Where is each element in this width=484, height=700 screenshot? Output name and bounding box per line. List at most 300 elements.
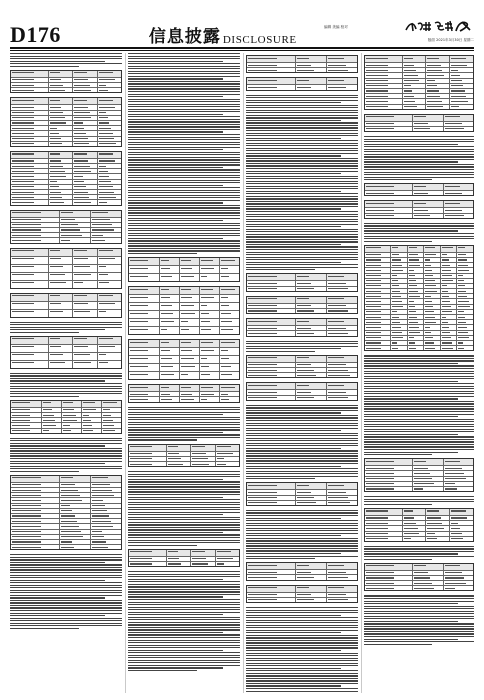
masthead-editors: 编辑 美编 校对 bbox=[324, 25, 348, 29]
text-line bbox=[364, 388, 474, 389]
text-line bbox=[128, 542, 240, 543]
table-cell bbox=[159, 372, 179, 379]
cell-text bbox=[50, 192, 60, 193]
cell-text bbox=[297, 385, 309, 386]
table-cell bbox=[129, 303, 159, 310]
table-cell bbox=[48, 200, 72, 204]
text-line bbox=[128, 210, 240, 211]
text-line bbox=[246, 150, 358, 151]
table-cell bbox=[247, 575, 295, 579]
text-line bbox=[246, 473, 358, 474]
text-line bbox=[128, 476, 240, 477]
table-row bbox=[129, 273, 239, 281]
table-cell bbox=[390, 305, 407, 309]
cell-text bbox=[425, 332, 431, 333]
table-cell bbox=[440, 274, 457, 278]
table-row bbox=[11, 497, 121, 502]
cell-text bbox=[425, 342, 433, 343]
cell-text bbox=[74, 186, 85, 187]
cell-text bbox=[50, 258, 61, 259]
cell-text bbox=[74, 72, 86, 73]
text-line bbox=[246, 647, 358, 648]
table-row bbox=[365, 72, 473, 77]
table-row bbox=[247, 356, 357, 362]
text-paragraph bbox=[10, 438, 122, 472]
table-cell bbox=[407, 274, 424, 278]
cell-text bbox=[366, 311, 381, 312]
cell-text bbox=[103, 420, 112, 421]
text-line bbox=[246, 458, 358, 459]
cell-text bbox=[43, 402, 51, 403]
cell-text bbox=[427, 85, 437, 86]
cell-text bbox=[201, 366, 208, 367]
table-cell bbox=[11, 200, 48, 204]
cell-text bbox=[50, 354, 63, 355]
text-line bbox=[246, 440, 358, 441]
cell-text bbox=[74, 202, 90, 203]
table-cell bbox=[11, 408, 41, 412]
cell-text bbox=[99, 153, 114, 154]
table-cell bbox=[326, 68, 357, 72]
table-row bbox=[365, 115, 473, 121]
cell-text bbox=[12, 409, 30, 410]
text-line bbox=[246, 143, 358, 144]
text-line bbox=[246, 140, 358, 141]
table-cell bbox=[199, 266, 219, 273]
cell-text bbox=[74, 138, 87, 139]
table-cell bbox=[190, 452, 214, 456]
cell-text bbox=[74, 128, 84, 129]
data-table bbox=[364, 563, 474, 592]
text-line bbox=[246, 102, 341, 103]
table-row bbox=[365, 252, 473, 257]
table-cell bbox=[72, 353, 96, 360]
cell-text bbox=[168, 563, 181, 564]
table-cell bbox=[159, 274, 179, 281]
table-cell bbox=[215, 452, 239, 456]
cell-text bbox=[392, 254, 399, 255]
table-cell bbox=[390, 331, 407, 335]
cell-text bbox=[366, 322, 381, 323]
text-line bbox=[246, 241, 358, 242]
table-cell bbox=[11, 294, 48, 301]
data-table bbox=[246, 382, 358, 400]
table-cell bbox=[166, 452, 190, 456]
text-line bbox=[128, 182, 240, 183]
table-cell bbox=[59, 519, 90, 523]
table-cell bbox=[48, 249, 72, 256]
table-cell bbox=[365, 105, 402, 109]
cell-text bbox=[392, 322, 400, 323]
cell-text bbox=[451, 538, 463, 539]
cell-text bbox=[201, 342, 213, 343]
text-line bbox=[246, 249, 358, 250]
table-cell bbox=[90, 476, 121, 482]
table-cell bbox=[247, 287, 295, 291]
table-cell bbox=[11, 530, 59, 534]
cell-text bbox=[425, 285, 435, 286]
data-table bbox=[128, 286, 240, 335]
table-row bbox=[11, 115, 121, 120]
table-cell bbox=[449, 526, 473, 530]
cell-text bbox=[427, 70, 442, 71]
table-cell bbox=[407, 325, 424, 329]
table-cell bbox=[295, 496, 326, 500]
text-line bbox=[10, 375, 122, 376]
table-cell bbox=[159, 258, 179, 265]
cell-text bbox=[445, 565, 460, 566]
text-line bbox=[246, 244, 341, 245]
text-line bbox=[128, 114, 223, 115]
cell-text bbox=[297, 70, 314, 71]
text-line bbox=[364, 172, 474, 173]
cell-text bbox=[248, 572, 277, 573]
cell-text bbox=[458, 301, 468, 302]
cell-text bbox=[201, 321, 210, 322]
text-line bbox=[246, 112, 358, 113]
table-cell bbox=[11, 78, 48, 82]
cell-text bbox=[451, 528, 460, 529]
cell-text bbox=[130, 374, 148, 375]
text-line bbox=[364, 238, 474, 239]
cell-text bbox=[328, 599, 348, 600]
table-cell bbox=[247, 570, 295, 574]
table-cell bbox=[440, 246, 457, 252]
cell-text bbox=[50, 85, 63, 86]
table-cell bbox=[219, 311, 239, 318]
text-line bbox=[128, 652, 240, 653]
cell-text bbox=[92, 536, 104, 537]
cell-text bbox=[192, 464, 209, 465]
table-cell bbox=[199, 397, 219, 401]
cell-text bbox=[74, 266, 89, 267]
text-line bbox=[364, 408, 474, 409]
cell-text bbox=[297, 397, 314, 398]
table-cell bbox=[215, 462, 239, 466]
text-line bbox=[128, 479, 223, 480]
cell-text bbox=[168, 464, 182, 465]
cell-text bbox=[328, 80, 344, 81]
cell-text bbox=[451, 96, 466, 97]
cell-text bbox=[74, 171, 91, 172]
text-line bbox=[10, 466, 122, 467]
table-cell bbox=[443, 459, 473, 465]
text-paragraph bbox=[246, 341, 358, 352]
cell-text bbox=[74, 192, 87, 193]
table-cell bbox=[179, 287, 199, 294]
cell-text bbox=[297, 577, 314, 578]
cell-text bbox=[442, 322, 448, 323]
table-cell bbox=[219, 295, 239, 302]
text-line bbox=[10, 625, 122, 626]
table-cell bbox=[59, 493, 90, 497]
cell-text bbox=[221, 321, 232, 322]
text-line bbox=[10, 438, 122, 439]
text-paragraph bbox=[246, 510, 358, 559]
column-divider bbox=[361, 53, 362, 693]
cell-text bbox=[92, 531, 102, 532]
table-cell bbox=[72, 111, 96, 115]
table-cell bbox=[326, 85, 357, 89]
cell-text bbox=[99, 295, 114, 296]
text-line bbox=[246, 188, 358, 189]
table-cell bbox=[440, 284, 457, 288]
cell-text bbox=[83, 420, 90, 421]
text-line bbox=[10, 393, 122, 394]
table-cell bbox=[11, 265, 48, 272]
table-cell bbox=[326, 287, 357, 291]
cell-text bbox=[50, 266, 63, 267]
cell-text bbox=[61, 515, 75, 516]
table-cell bbox=[390, 294, 407, 298]
text-line bbox=[10, 557, 122, 558]
table-cell bbox=[48, 152, 72, 158]
text-line bbox=[364, 151, 474, 152]
masthead-meta: 版面 2021年3月30日 星期二 bbox=[427, 38, 474, 42]
text-line bbox=[364, 355, 474, 356]
text-line bbox=[364, 386, 474, 387]
cell-text bbox=[425, 348, 435, 349]
table-cell bbox=[295, 281, 326, 285]
text-line bbox=[246, 523, 358, 524]
cell-text bbox=[248, 58, 277, 59]
text-line bbox=[364, 618, 474, 619]
cell-text bbox=[74, 197, 89, 198]
table-cell bbox=[159, 287, 179, 294]
table-row bbox=[11, 518, 121, 523]
table-cell bbox=[97, 78, 121, 82]
cell-text bbox=[451, 85, 463, 86]
table-cell bbox=[440, 289, 457, 293]
table-row bbox=[11, 482, 121, 487]
text-line bbox=[128, 429, 240, 430]
table-cell bbox=[402, 89, 426, 93]
table-cell bbox=[365, 294, 390, 298]
table-cell bbox=[90, 218, 121, 222]
table-cell bbox=[365, 521, 402, 525]
text-line bbox=[246, 625, 358, 626]
cell-text bbox=[221, 394, 228, 395]
table-row bbox=[129, 363, 239, 371]
table-cell bbox=[365, 299, 390, 303]
cell-text bbox=[99, 202, 107, 203]
cell-text bbox=[409, 280, 417, 281]
table-cell bbox=[365, 99, 402, 103]
table-cell bbox=[11, 401, 41, 407]
cell-text bbox=[445, 577, 464, 578]
text-line bbox=[128, 474, 240, 475]
text-line bbox=[364, 551, 474, 552]
table-cell bbox=[11, 423, 41, 427]
table-row bbox=[11, 98, 121, 104]
text-line bbox=[364, 416, 458, 417]
table-row bbox=[129, 461, 239, 466]
table-cell bbox=[97, 302, 121, 309]
table-cell bbox=[412, 191, 442, 195]
cell-text bbox=[427, 80, 435, 81]
header-rule-thin bbox=[10, 50, 474, 51]
cell-text bbox=[414, 583, 432, 584]
table-row bbox=[247, 483, 357, 489]
table-cell bbox=[179, 319, 199, 326]
text-line bbox=[364, 403, 474, 404]
table-row bbox=[365, 246, 473, 252]
table-row bbox=[247, 563, 357, 569]
table-cell bbox=[326, 356, 357, 362]
table-cell bbox=[247, 483, 295, 489]
table-row bbox=[365, 207, 473, 212]
table-cell bbox=[11, 126, 48, 130]
cell-text bbox=[297, 370, 314, 371]
text-line bbox=[364, 376, 474, 377]
cell-text bbox=[427, 65, 440, 66]
text-line bbox=[364, 233, 474, 234]
text-line bbox=[246, 642, 358, 643]
table-row bbox=[247, 489, 357, 494]
cell-text bbox=[248, 298, 277, 299]
text-line bbox=[364, 177, 474, 178]
table-cell bbox=[129, 348, 159, 355]
cell-text bbox=[61, 477, 73, 478]
text-line bbox=[246, 653, 358, 654]
text-line bbox=[364, 363, 458, 364]
table-row bbox=[365, 531, 473, 536]
cell-text bbox=[50, 303, 61, 304]
cell-text bbox=[366, 259, 381, 260]
table-cell bbox=[425, 63, 449, 67]
table-cell bbox=[48, 98, 72, 104]
table-cell bbox=[402, 63, 426, 67]
table-cell bbox=[365, 310, 390, 314]
table-cell bbox=[407, 305, 424, 309]
cell-text bbox=[50, 72, 60, 73]
table-row bbox=[365, 309, 473, 314]
table-cell bbox=[72, 169, 96, 173]
table-row bbox=[11, 125, 121, 130]
cell-text bbox=[366, 301, 381, 302]
table-cell bbox=[129, 364, 159, 371]
table-cell bbox=[129, 397, 159, 401]
cell-text bbox=[248, 587, 277, 588]
cell-text bbox=[92, 541, 106, 542]
cell-text bbox=[12, 235, 41, 236]
text-line bbox=[10, 453, 122, 454]
table-cell bbox=[423, 294, 440, 298]
cell-text bbox=[248, 577, 277, 578]
cell-text bbox=[12, 484, 41, 485]
text-line bbox=[128, 655, 240, 656]
table-cell bbox=[365, 320, 390, 324]
cell-text bbox=[366, 254, 381, 255]
section-title-cn: 信息披露 bbox=[148, 27, 221, 47]
table-cell bbox=[365, 184, 412, 190]
table-row bbox=[129, 326, 239, 334]
table-cell bbox=[129, 356, 159, 363]
cell-text bbox=[181, 268, 192, 269]
table-cell bbox=[449, 99, 473, 103]
cell-text bbox=[181, 394, 192, 395]
table-row bbox=[247, 574, 357, 579]
table-cell bbox=[449, 79, 473, 83]
table-cell bbox=[247, 304, 295, 308]
text-line bbox=[128, 512, 240, 513]
text-line bbox=[128, 529, 240, 530]
table-cell bbox=[365, 471, 412, 475]
cell-text bbox=[414, 488, 423, 489]
cell-text bbox=[458, 291, 466, 292]
text-line bbox=[364, 228, 474, 229]
table-cell bbox=[72, 345, 96, 352]
table-cell bbox=[365, 532, 402, 536]
table-cell bbox=[295, 563, 326, 569]
data-table bbox=[128, 384, 240, 402]
cell-text bbox=[74, 153, 86, 154]
text-line bbox=[246, 558, 315, 559]
table-cell bbox=[11, 180, 48, 184]
table-cell bbox=[402, 56, 426, 62]
table-cell bbox=[365, 279, 390, 283]
table-row bbox=[11, 352, 121, 360]
table-cell bbox=[295, 56, 326, 62]
cell-text bbox=[297, 333, 314, 334]
cell-text bbox=[366, 85, 388, 86]
text-line bbox=[128, 187, 240, 188]
table-cell bbox=[456, 253, 473, 257]
data-table bbox=[10, 293, 122, 318]
table-cell bbox=[190, 557, 214, 561]
cell-text bbox=[328, 65, 346, 66]
table-cell bbox=[412, 127, 442, 131]
cell-text bbox=[414, 473, 430, 474]
cell-text bbox=[12, 338, 34, 339]
table-cell bbox=[129, 392, 159, 396]
table-cell bbox=[97, 88, 121, 92]
cell-text bbox=[451, 510, 465, 511]
text-line bbox=[246, 538, 358, 539]
cell-text bbox=[130, 558, 152, 559]
cell-text bbox=[442, 275, 452, 276]
cell-text bbox=[248, 328, 277, 329]
cell-text bbox=[366, 483, 394, 484]
text-line bbox=[128, 56, 240, 57]
cell-text bbox=[328, 392, 346, 393]
table-cell bbox=[48, 78, 72, 82]
text-line bbox=[246, 145, 358, 146]
cell-text bbox=[414, 588, 434, 589]
cell-text bbox=[442, 311, 453, 312]
cell-text bbox=[50, 295, 60, 296]
table-cell bbox=[365, 84, 402, 88]
table-cell bbox=[11, 509, 59, 513]
text-line bbox=[246, 262, 341, 263]
text-line bbox=[128, 519, 240, 520]
text-line bbox=[364, 548, 474, 549]
table-cell bbox=[449, 89, 473, 93]
cell-text bbox=[427, 96, 440, 97]
table-cell bbox=[72, 152, 96, 158]
cell-text bbox=[458, 348, 464, 349]
table-cell bbox=[247, 281, 295, 285]
cell-text bbox=[12, 72, 34, 73]
table-row bbox=[11, 77, 121, 82]
cell-text bbox=[425, 301, 432, 302]
text-line bbox=[128, 106, 240, 107]
table-cell bbox=[390, 299, 407, 303]
table-row bbox=[365, 470, 473, 475]
table-cell bbox=[11, 211, 59, 217]
table-row bbox=[11, 412, 121, 417]
cell-text bbox=[103, 409, 110, 410]
